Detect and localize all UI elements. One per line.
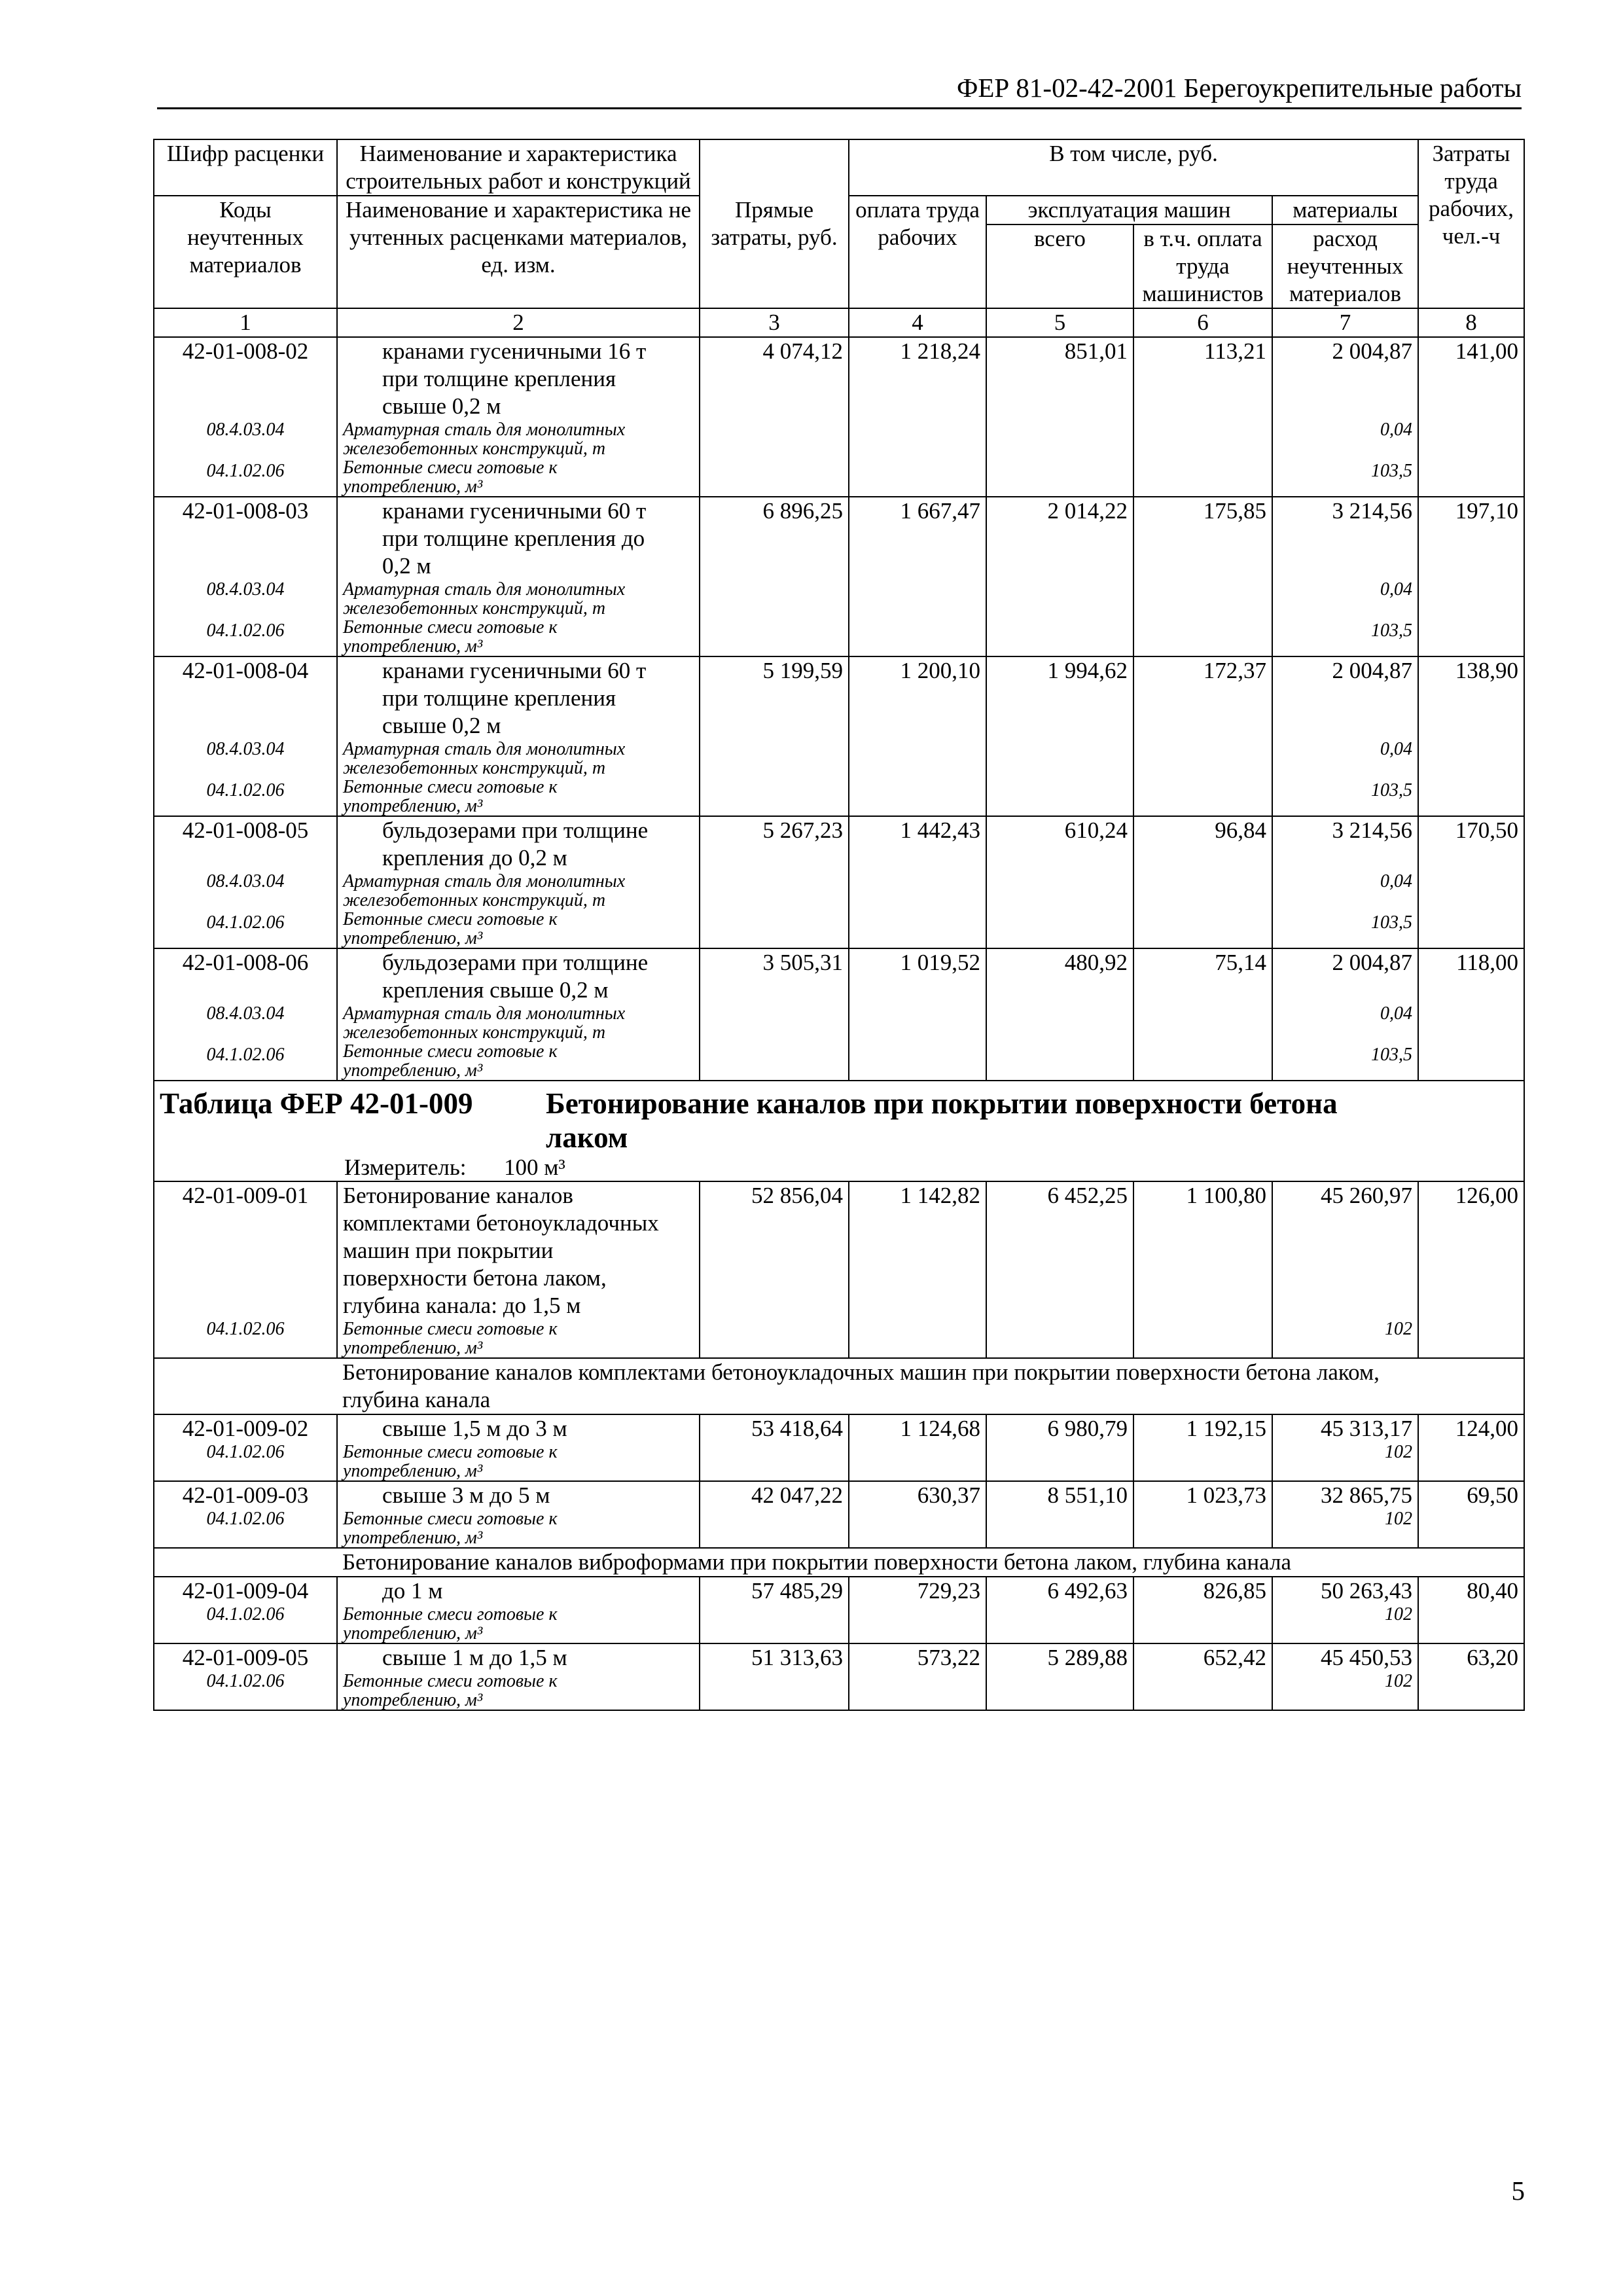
labor-costs: 126,00 bbox=[1418, 1181, 1524, 1358]
page-number: 5 bbox=[1511, 2176, 1525, 2206]
rate-name: крепления свыше 0,2 м bbox=[382, 977, 609, 1003]
meter bbox=[160, 1155, 1518, 1181]
table-row bbox=[154, 656, 1524, 816]
material-code: 04.1.02.06 bbox=[206, 1442, 285, 1462]
material-value: 103,5 bbox=[1371, 912, 1413, 933]
machinists-wages: 1 023,73 bbox=[1133, 1481, 1272, 1548]
rate-code: 42-01-008-02 bbox=[182, 338, 309, 364]
direct-costs: 51 313,63 bbox=[700, 1643, 849, 1710]
table-row bbox=[154, 497, 1524, 656]
rate-code: 42-01-009-02 bbox=[182, 1416, 309, 1441]
material-code: 08.4.03.04 bbox=[206, 1003, 285, 1024]
material-name: Бетонные смеси готовые к bbox=[343, 1604, 558, 1624]
material-value: 0,04 bbox=[1380, 1003, 1413, 1024]
material-value: 0,04 bbox=[1380, 739, 1413, 759]
material-name: железобетонных конструкций, т bbox=[343, 890, 606, 910]
material-code: 08.4.03.04 bbox=[206, 871, 285, 891]
rate-name: бульдозерами при толщине bbox=[382, 817, 649, 843]
labor-costs: 170,50 bbox=[1418, 816, 1524, 948]
col-machinists-wages: в т.ч. оплата труда машинистов bbox=[1133, 224, 1272, 308]
rate-name: при толщине крепления до bbox=[382, 526, 645, 551]
materials-cost: 3 214,56 bbox=[1332, 817, 1413, 843]
rate-name: бульдозерами при толщине bbox=[382, 950, 649, 975]
materials-cost: 2 004,87 bbox=[1332, 338, 1413, 364]
machinists-wages: 75,14 bbox=[1133, 948, 1272, 1081]
labor-costs: 63,20 bbox=[1418, 1643, 1524, 1710]
material-value: 102 bbox=[1385, 1671, 1413, 1691]
machines-total: 5 289,88 bbox=[986, 1643, 1133, 1710]
labor-costs: 69,50 bbox=[1418, 1481, 1524, 1548]
materials-cost: 45 450,53 bbox=[1321, 1645, 1413, 1670]
machinists-wages: 1 100,80 bbox=[1133, 1181, 1272, 1358]
rate-code: 42-01-009-03 bbox=[182, 1482, 309, 1508]
material-name: Бетонные смеси готовые к bbox=[343, 1442, 558, 1462]
col-number: 5 bbox=[986, 308, 1133, 337]
rate-name: кранами гусеничными 60 т bbox=[382, 658, 647, 683]
material-code: 04.1.02.06 bbox=[206, 461, 285, 481]
materials-cost: 2 004,87 bbox=[1332, 950, 1413, 975]
wages: 1 124,68 bbox=[849, 1414, 986, 1481]
material-code: 08.4.03.04 bbox=[206, 420, 285, 440]
rate-code: 42-01-008-05 bbox=[182, 817, 309, 843]
col-machines: эксплуатация машин bbox=[986, 196, 1272, 224]
material-name: употреблению, м³ bbox=[343, 1461, 483, 1481]
materials-cost: 32 865,75 bbox=[1321, 1482, 1413, 1508]
direct-costs: 52 856,04 bbox=[700, 1181, 849, 1358]
material-code: 04.1.02.06 bbox=[206, 1604, 285, 1624]
material-code: 04.1.02.06 bbox=[206, 912, 285, 933]
material-name: железобетонных конструкций, т bbox=[343, 439, 606, 459]
material-name: Бетонные смеси готовые к bbox=[343, 777, 558, 797]
material-name: железобетонных конструкций, т bbox=[343, 758, 606, 778]
material-name: употреблению, м³ bbox=[343, 796, 483, 816]
machines-total: 480,92 bbox=[986, 948, 1133, 1081]
rate-name: Бетонирование каналов bbox=[343, 1183, 573, 1208]
wages: 1 667,47 bbox=[849, 497, 986, 656]
material-name: железобетонных конструкций, т bbox=[343, 598, 606, 619]
materials-cost: 50 263,43 bbox=[1321, 1578, 1413, 1604]
material-name: Арматурная сталь для монолитных bbox=[343, 871, 626, 891]
rate-name: свыше 0,2 м bbox=[382, 713, 501, 738]
machinists-wages: 172,37 bbox=[1133, 656, 1272, 816]
material-name: употреблению, м³ bbox=[343, 1528, 483, 1548]
subheading-text: Бетонирование каналов виброформами при покрытии поверхности бетона лаком, глубина канала bbox=[342, 1549, 1292, 1575]
col-number: 2 bbox=[337, 308, 700, 337]
table-title-row bbox=[154, 1081, 1524, 1181]
material-value: 102 bbox=[1385, 1509, 1413, 1529]
rate-name: кранами гусеничными 16 т bbox=[382, 338, 647, 364]
material-name: употреблению, м³ bbox=[343, 928, 483, 948]
material-value: 0,04 bbox=[1380, 871, 1413, 891]
rate-name: комплектами бетоноукладочных bbox=[343, 1210, 659, 1236]
rate-name: при толщине крепления bbox=[382, 366, 616, 391]
col-wages: оплата труда рабочих bbox=[849, 196, 986, 308]
material-name: Бетонные смеси готовые к bbox=[343, 617, 558, 637]
rate-name: до 1 м bbox=[382, 1578, 443, 1604]
col-direct-costs: Прямые затраты, руб. bbox=[700, 139, 849, 308]
col-machines-total: всего bbox=[986, 224, 1133, 308]
labor-costs: 124,00 bbox=[1418, 1414, 1524, 1481]
col-materials-expense: расход неучтенных материалов bbox=[1272, 224, 1418, 308]
material-code: 04.1.02.06 bbox=[206, 1671, 285, 1691]
col-labor: Затраты труда рабочих, чел.-ч bbox=[1418, 139, 1524, 308]
col-including: В том числе, руб. bbox=[849, 139, 1418, 196]
col-number: 3 bbox=[700, 308, 849, 337]
table-row bbox=[154, 1577, 1524, 1643]
rate-name: свыше 1 м до 1,5 м bbox=[382, 1645, 567, 1670]
section-subheading bbox=[154, 1548, 1524, 1577]
materials-cost: 2 004,87 bbox=[1332, 658, 1413, 683]
material-name: Бетонные смеси готовые к bbox=[343, 1671, 558, 1691]
wages: 573,22 bbox=[849, 1643, 986, 1710]
table-row bbox=[154, 1414, 1524, 1481]
table-title: лаком bbox=[546, 1121, 628, 1154]
material-code: 04.1.02.06 bbox=[206, 1045, 285, 1065]
material-name: Арматурная сталь для монолитных bbox=[343, 579, 626, 600]
material-name: Арматурная сталь для монолитных bbox=[343, 739, 626, 759]
material-code: 08.4.03.04 bbox=[206, 739, 285, 759]
col-number: 4 bbox=[849, 308, 986, 337]
direct-costs: 5 267,23 bbox=[700, 816, 849, 948]
wages: 1 218,24 bbox=[849, 337, 986, 497]
material-name: употреблению, м³ bbox=[343, 1623, 483, 1643]
machines-total: 2 014,22 bbox=[986, 497, 1133, 656]
page-header bbox=[157, 73, 1522, 109]
col-number: 8 bbox=[1418, 308, 1524, 337]
material-code: 08.4.03.04 bbox=[206, 579, 285, 600]
material-value: 103,5 bbox=[1371, 461, 1413, 481]
direct-costs: 4 074,12 bbox=[700, 337, 849, 497]
table-row bbox=[154, 1643, 1524, 1710]
rate-name: свыше 3 м до 5 м bbox=[382, 1482, 550, 1508]
material-name: употреблению, м³ bbox=[343, 1060, 483, 1081]
direct-costs: 53 418,64 bbox=[700, 1414, 849, 1481]
rate-name: свыше 1,5 м до 3 м bbox=[382, 1416, 567, 1441]
material-name: железобетонных конструкций, т bbox=[343, 1022, 606, 1043]
direct-costs: 6 896,25 bbox=[700, 497, 849, 656]
col-unaccounted-codes: Коды неучтенных материалов bbox=[154, 196, 337, 308]
machinists-wages: 1 192,15 bbox=[1133, 1414, 1272, 1481]
machines-total: 8 551,10 bbox=[986, 1481, 1133, 1548]
material-name: Бетонные смеси готовые к bbox=[343, 1319, 558, 1339]
col-cipher: Шифр расценки bbox=[154, 139, 337, 196]
rate-name: кранами гусеничными 60 т bbox=[382, 498, 647, 524]
rate-code: 42-01-008-04 bbox=[182, 658, 309, 683]
material-code: 04.1.02.06 bbox=[206, 1509, 285, 1529]
table-row bbox=[154, 948, 1524, 1081]
labor-costs: 80,40 bbox=[1418, 1577, 1524, 1643]
material-name: Бетонные смеси готовые к bbox=[343, 1041, 558, 1062]
material-value: 103,5 bbox=[1371, 1045, 1413, 1065]
rate-name: поверхности бетона лаком, bbox=[343, 1265, 607, 1291]
rate-name: при толщине крепления bbox=[382, 685, 616, 711]
machines-total: 610,24 bbox=[986, 816, 1133, 948]
material-value: 102 bbox=[1385, 1604, 1413, 1624]
direct-costs: 3 505,31 bbox=[700, 948, 849, 1081]
col-number: 1 bbox=[154, 308, 337, 337]
table-title: Бетонирование каналов при покрытии поверхности бетона bbox=[546, 1087, 1338, 1120]
meter-label: Измеритель: bbox=[344, 1155, 467, 1180]
machinists-wages: 175,85 bbox=[1133, 497, 1272, 656]
material-value: 0,04 bbox=[1380, 420, 1413, 440]
labor-costs: 141,00 bbox=[1418, 337, 1524, 497]
rate-name: 0,2 м bbox=[382, 553, 431, 579]
material-name: Бетонные смеси готовые к bbox=[343, 909, 558, 929]
material-value: 103,5 bbox=[1371, 780, 1413, 800]
material-code: 04.1.02.06 bbox=[206, 780, 285, 800]
machines-total: 6 452,25 bbox=[986, 1181, 1133, 1358]
materials-cost: 3 214,56 bbox=[1332, 498, 1413, 524]
wages: 1 442,43 bbox=[849, 816, 986, 948]
subheading-text: глубина канала bbox=[342, 1387, 491, 1412]
rate-name: свыше 0,2 м bbox=[382, 393, 501, 419]
machines-total: 1 994,62 bbox=[986, 656, 1133, 816]
material-code: 04.1.02.06 bbox=[206, 1319, 285, 1339]
document-title: ФЕР 81-02-42-2001 Берегоукрепительные работы bbox=[956, 73, 1522, 103]
col-number: 7 bbox=[1272, 308, 1418, 337]
wages: 630,37 bbox=[849, 1481, 986, 1548]
rate-code: 42-01-008-06 bbox=[182, 950, 309, 975]
section-subheading bbox=[154, 1358, 1524, 1414]
rate-code: 42-01-009-05 bbox=[182, 1645, 309, 1670]
material-name: Арматурная сталь для монолитных bbox=[343, 420, 626, 440]
table-label: Таблица ФЕР 42-01-009 bbox=[160, 1087, 473, 1120]
machinists-wages: 826,85 bbox=[1133, 1577, 1272, 1643]
machines-total: 6 980,79 bbox=[986, 1414, 1133, 1481]
machines-total: 6 492,63 bbox=[986, 1577, 1133, 1643]
direct-costs: 5 199,59 bbox=[700, 656, 849, 816]
col-number: 6 bbox=[1133, 308, 1272, 337]
materials-cost: 45 313,17 bbox=[1321, 1416, 1413, 1441]
material-value: 0,04 bbox=[1380, 579, 1413, 600]
direct-costs: 57 485,29 bbox=[700, 1577, 849, 1643]
col-materials: материалы bbox=[1272, 196, 1418, 224]
material-name: Бетонные смеси готовые к bbox=[343, 457, 558, 478]
labor-costs: 118,00 bbox=[1418, 948, 1524, 1081]
wages: 1 200,10 bbox=[849, 656, 986, 816]
subheading-text: Бетонирование каналов комплектами бетоноукладочных машин при покрытии поверхности бетона лаком, bbox=[342, 1359, 1380, 1385]
table-row bbox=[154, 1481, 1524, 1548]
wages: 1 142,82 bbox=[849, 1181, 986, 1358]
machinists-wages: 652,42 bbox=[1133, 1643, 1272, 1710]
rate-code: 42-01-009-01 bbox=[182, 1183, 309, 1208]
material-value: 102 bbox=[1385, 1442, 1413, 1462]
material-value: 102 bbox=[1385, 1319, 1413, 1339]
col-name-top: Наименование и характеристика строительных работ и конструкций bbox=[337, 139, 700, 196]
machinists-wages: 96,84 bbox=[1133, 816, 1272, 948]
rates-table bbox=[153, 139, 1525, 1711]
meter-value: 100 м³ bbox=[504, 1155, 565, 1180]
labor-costs: 138,90 bbox=[1418, 656, 1524, 816]
material-name: употреблению, м³ bbox=[343, 636, 483, 656]
material-name: употреблению, м³ bbox=[343, 1690, 483, 1710]
rate-name: машин при покрытии bbox=[343, 1238, 554, 1263]
machinists-wages: 113,21 bbox=[1133, 337, 1272, 497]
rate-code: 42-01-008-03 bbox=[182, 498, 309, 524]
col-name-bottom: Наименование и характеристика не учтенных расценками материалов, ед. изм. bbox=[337, 196, 700, 308]
table-row bbox=[154, 816, 1524, 948]
wages: 1 019,52 bbox=[849, 948, 986, 1081]
materials-cost: 45 260,97 bbox=[1321, 1183, 1413, 1208]
rate-name: глубина канала: до 1,5 м bbox=[343, 1293, 581, 1318]
table-row bbox=[154, 1181, 1524, 1358]
material-name: Арматурная сталь для монолитных bbox=[343, 1003, 626, 1024]
wages: 729,23 bbox=[849, 1577, 986, 1643]
direct-costs: 42 047,22 bbox=[700, 1481, 849, 1548]
material-code: 04.1.02.06 bbox=[206, 620, 285, 641]
machines-total: 851,01 bbox=[986, 337, 1133, 497]
labor-costs: 197,10 bbox=[1418, 497, 1524, 656]
material-name: Бетонные смеси готовые к bbox=[343, 1509, 558, 1529]
rate-code: 42-01-009-04 bbox=[182, 1578, 309, 1604]
material-name: употреблению, м³ bbox=[343, 476, 483, 497]
material-name: употреблению, м³ bbox=[343, 1338, 483, 1358]
table-row bbox=[154, 337, 1524, 497]
material-value: 103,5 bbox=[1371, 620, 1413, 641]
rate-name: крепления до 0,2 м bbox=[382, 845, 567, 870]
